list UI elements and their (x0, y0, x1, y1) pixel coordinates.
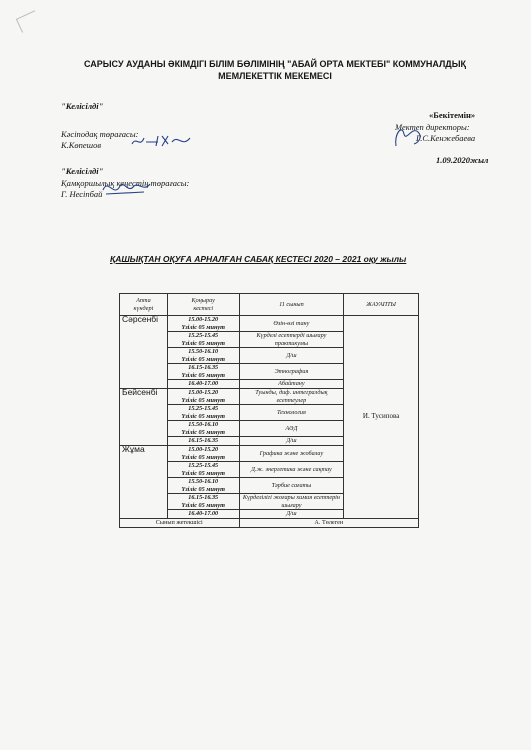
lesson-time: 15.25-15.45 (188, 332, 219, 340)
approve-label: «Бекітемін» (429, 110, 476, 120)
subject-cell: Тәрбие сағаты (239, 478, 344, 494)
weekday-cell: Жұма (120, 446, 168, 519)
signature-director (390, 120, 426, 150)
time-cell (167, 437, 239, 446)
header-responsible: ЖАУАПТЫ (344, 294, 419, 316)
break-time: Үзіліс 05 минут (181, 339, 225, 347)
time-cell (167, 316, 239, 332)
time-cell (167, 510, 239, 519)
lesson-time: 15.50-16.10 (188, 348, 219, 356)
subject-cell: Д/ш (239, 510, 344, 519)
lesson-time: 16.40-17.00 (188, 510, 219, 518)
director-role: Мектеп директоры: (395, 122, 470, 132)
subject-cell: АӘД (239, 421, 344, 437)
agreed-label-2: "Келісілді" (61, 166, 104, 176)
signature-union-chair (128, 130, 192, 152)
break-time: Үзіліс 05 минут (181, 501, 225, 509)
board-chair-name: Г. Несіпбай (61, 189, 103, 199)
header-class: 11 сынып (239, 294, 344, 316)
board-chair-role: Қамқоршылық кеңестің төрағасы: (61, 178, 190, 188)
weekday-cell: Сәрсенбі (120, 316, 168, 389)
director-name: Г.С.Кенжебаева (416, 133, 476, 143)
signature-board-chair (100, 176, 152, 200)
schedule-table (119, 293, 419, 528)
subject-cell: Д/ш (239, 348, 344, 364)
lesson-time: 15.25-15.45 (188, 462, 219, 470)
lesson-time: 16.40-17.00 (188, 380, 219, 388)
lesson-time: 15.00-15.20 (188, 389, 219, 397)
time-cell (167, 421, 239, 437)
time-cell (167, 462, 239, 478)
table-header-row (120, 294, 419, 316)
subject-cell: Этнография (239, 364, 344, 380)
break-time: Үзіліс 05 минут (181, 412, 225, 420)
schedule-title: ҚАШЫҚТАН ОҚУҒА АРНАЛҒАН САБАҚ КЕСТЕСІ 2020 – 2021 оқу жылы (110, 254, 407, 264)
agreed-label-1: "Келісілді" (61, 101, 104, 111)
lesson-time: 16.15-16.35 (188, 494, 219, 502)
break-time: Үзіліс 05 минут (181, 428, 225, 436)
time-cell (167, 405, 239, 421)
lesson-time: 16.15-16.35 (188, 437, 219, 445)
table-footer-row (120, 519, 419, 528)
subject-cell: Д/ш (239, 437, 344, 446)
lesson-time: 15.00-15.20 (188, 316, 219, 324)
union-chair-name: К.Көпешов (61, 140, 102, 150)
break-time: Үзіліс 05 минут (181, 323, 225, 331)
header-weekdays: Апта күндері (120, 294, 168, 316)
subject-cell: Күрделі есептерді шығару практикумы (239, 332, 344, 348)
org-line-2: МЕМЛЕКЕТТІК МЕКЕМЕСІ (218, 71, 332, 81)
time-cell (167, 494, 239, 510)
time-cell (167, 348, 239, 364)
break-time: Үзіліс 05 минут (181, 371, 225, 379)
lesson-time: 15.50-16.10 (188, 421, 219, 429)
class-teacher-name: А. Төлеген (239, 519, 418, 528)
subject-cell: Абайтану (239, 380, 344, 389)
subject-cell: Күрделілігі жоғары химия есептерін шығару (239, 494, 344, 510)
break-time: Үзіліс 05 минут (181, 355, 225, 363)
break-time: Үзіліс 05 минут (181, 485, 225, 493)
subject-cell: Технология (239, 405, 344, 421)
subject-cell: Туынды, диф. интегралдық есептеулер (239, 389, 344, 405)
time-cell (167, 332, 239, 348)
page-corner-mark (16, 10, 41, 32)
org-line-1: САРЫСУ АУДАНЫ ӘКІМДІГІ БІЛІМ БӨЛІМІНІҢ "АБАЙ ОРТА МЕКТЕБІ" КОММУНАЛДЫҚ (83, 59, 467, 69)
responsible-teacher-cell: И. Тусипова (344, 316, 419, 519)
lesson-time: 16.15-16.35 (188, 364, 219, 372)
break-time: Үзіліс 05 минут (181, 396, 225, 404)
time-cell (167, 478, 239, 494)
lesson-time: 15.25-15.45 (188, 405, 219, 413)
header-bell-schedule: Қоңырау кестесі (167, 294, 239, 316)
organization-header (60, 58, 490, 82)
break-time: Үзіліс 05 минут (181, 469, 225, 477)
time-cell (167, 446, 239, 462)
class-teacher-label: Сынып жетекшісі (120, 519, 240, 528)
subject-cell: Өзін-өзі тану (239, 316, 344, 332)
table-row (120, 316, 419, 332)
approval-date: 1.09.2020жыл (436, 155, 489, 165)
lesson-time: 15.50-16.10 (188, 478, 219, 486)
time-cell (167, 380, 239, 389)
union-chair-role: Кәсіподақ төрағасы: (61, 129, 139, 139)
weekday-cell: Бейсенбі (120, 389, 168, 446)
time-cell (167, 389, 239, 405)
time-cell (167, 364, 239, 380)
subject-cell: Д.ж. энергетика және сақтау (239, 462, 344, 478)
break-time: Үзіліс 05 минут (181, 453, 225, 461)
lesson-time: 15.00-15.20 (188, 446, 219, 454)
subject-cell: Графика және жобалау (239, 446, 344, 462)
